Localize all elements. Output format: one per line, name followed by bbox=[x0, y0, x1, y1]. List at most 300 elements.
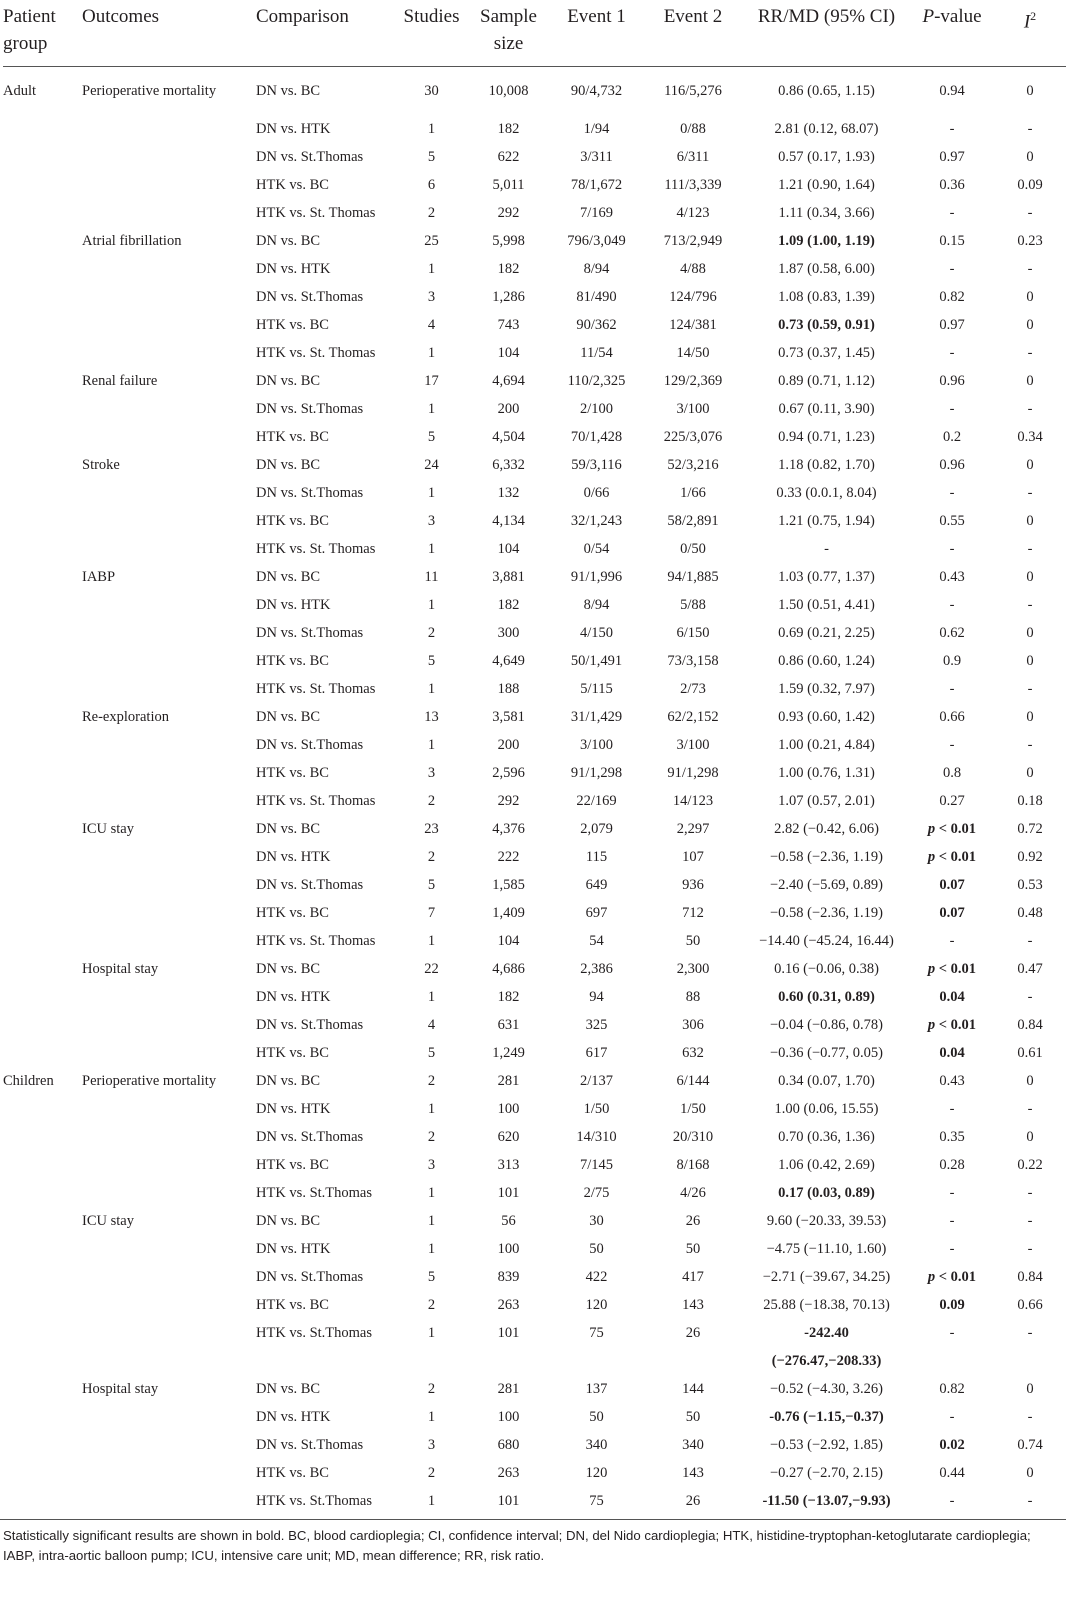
cell-i-squared: 0 bbox=[1026, 1072, 1034, 1089]
cell-event-1: 340 bbox=[585, 1436, 608, 1453]
cell-outcome bbox=[82, 1319, 256, 1347]
cell-comparison: HTK vs. St. Thomas bbox=[256, 792, 376, 809]
cell-outcome bbox=[82, 1235, 256, 1263]
cell-p-value: - bbox=[949, 1184, 955, 1201]
cell-p-value: 0.27 bbox=[939, 792, 965, 809]
cell-p-value: p < 0.01 bbox=[927, 1268, 977, 1285]
cell-patient-group bbox=[3, 1207, 82, 1235]
cell-outcome: Stroke bbox=[82, 456, 120, 473]
cell-i-squared: - bbox=[1027, 1492, 1033, 1509]
header-comparison: Comparison bbox=[256, 6, 349, 27]
cell-sample-size: 182 bbox=[497, 120, 520, 137]
cell-studies: 1 bbox=[427, 400, 436, 417]
table-row bbox=[3, 535, 1066, 563]
cell-p-value: - bbox=[949, 484, 955, 501]
cell-i-squared: 0.48 bbox=[1017, 904, 1043, 921]
cell-i-squared: 0.23 bbox=[1017, 232, 1043, 249]
cell-outcome bbox=[82, 619, 256, 647]
cell-event-1: 91/1,298 bbox=[570, 764, 623, 781]
cell-event-2: 91/1,298 bbox=[667, 764, 719, 781]
cell-patient-group bbox=[3, 759, 82, 787]
cell-studies: 3 bbox=[427, 764, 436, 781]
cell-comparison: HTK vs. BC bbox=[256, 764, 329, 781]
table-row bbox=[3, 759, 1066, 787]
cell-p-value: - bbox=[949, 344, 955, 361]
cell-outcome: IABP bbox=[82, 568, 116, 585]
cell-i-squared: - bbox=[1027, 596, 1033, 613]
cell-patient-group bbox=[3, 311, 82, 339]
cell-event-1: 3/100 bbox=[579, 736, 614, 753]
table-row bbox=[3, 787, 1066, 815]
cell-studies: 3 bbox=[427, 512, 436, 529]
cell-p-value: 0.09 bbox=[939, 1296, 965, 1313]
cell-outcome bbox=[82, 1347, 256, 1375]
cell-studies: 1 bbox=[427, 680, 436, 697]
cell-sample-size: 182 bbox=[497, 988, 520, 1005]
cell-i-squared: 0 bbox=[1026, 288, 1034, 305]
cell-patient-group bbox=[3, 255, 82, 283]
cell-event-2: 50 bbox=[685, 1408, 701, 1425]
table-row bbox=[3, 899, 1066, 927]
cell-studies: 2 bbox=[427, 1464, 436, 1481]
cell-event-2: 124/381 bbox=[669, 316, 717, 333]
cell-event-2: 4/123 bbox=[676, 204, 710, 221]
cell-i-squared: 0.22 bbox=[1017, 1156, 1043, 1173]
cell-sample-size: 101 bbox=[497, 1184, 520, 1201]
cell-event-1: 90/362 bbox=[576, 316, 617, 333]
cell-event-1: 137 bbox=[585, 1380, 608, 1397]
cell-sample-size: 182 bbox=[497, 596, 520, 613]
cell-p-value: 0.8 bbox=[942, 764, 962, 781]
cell-patient-group bbox=[3, 395, 82, 423]
cell-studies: 1 bbox=[427, 540, 436, 557]
cell-event-2: 1/50 bbox=[680, 1100, 706, 1117]
cell-p-value: - bbox=[949, 540, 955, 557]
cell-studies: 22 bbox=[424, 960, 439, 977]
table-row bbox=[3, 815, 1066, 843]
cell-event-2: 20/310 bbox=[672, 1128, 714, 1145]
table-row bbox=[3, 983, 1066, 1011]
cell-sample-size: 292 bbox=[497, 792, 520, 809]
cell-sample-size: 5,998 bbox=[492, 232, 525, 249]
cell-event-2: 26 bbox=[685, 1324, 701, 1341]
cell-sample-size: 620 bbox=[497, 1128, 520, 1145]
cell-rr-md: −0.52 (−4.30, 3.26) bbox=[769, 1380, 883, 1397]
cell-event-1: 50/1,491 bbox=[570, 652, 623, 669]
cell-event-2: 88 bbox=[685, 988, 701, 1005]
cell-outcome bbox=[82, 899, 256, 927]
cell-outcome bbox=[82, 1431, 256, 1459]
cell-studies: 1 bbox=[427, 932, 436, 949]
cell-event-1: 697 bbox=[585, 904, 608, 921]
cell-p-value: 0.96 bbox=[939, 456, 965, 473]
cell-patient-group bbox=[3, 591, 82, 619]
cell-studies: 3 bbox=[427, 1436, 436, 1453]
cell-event-1: 8/94 bbox=[583, 596, 610, 613]
cell-event-1: 325 bbox=[585, 1016, 608, 1033]
cell-p-value: p < 0.01 bbox=[927, 820, 977, 837]
cell-event-1: 115 bbox=[585, 848, 608, 865]
cell-patient-group bbox=[3, 955, 82, 983]
cell-rr-md: 1.21 (0.90, 1.64) bbox=[778, 176, 875, 193]
cell-comparison: DN vs. St.Thomas bbox=[256, 1128, 364, 1145]
cell-p-value: - bbox=[949, 680, 955, 697]
cell-rr-md: 1.11 (0.34, 3.66) bbox=[778, 204, 875, 221]
table-row bbox=[3, 143, 1066, 171]
cell-studies: 4 bbox=[427, 1016, 436, 1033]
cell-event-1: 1/94 bbox=[583, 120, 610, 137]
cell-sample-size: 839 bbox=[497, 1268, 520, 1285]
table-row bbox=[3, 1039, 1066, 1067]
cell-rr-md: -242.40 bbox=[804, 1324, 849, 1341]
table-row bbox=[3, 1431, 1066, 1459]
cell-studies: 1 bbox=[427, 1212, 436, 1229]
cell-rr-md: −0.36 (−0.77, 0.05) bbox=[769, 1044, 883, 1061]
cell-patient-group bbox=[3, 199, 82, 227]
cell-patient-group bbox=[3, 731, 82, 759]
cell-comparison: DN vs. HTK bbox=[256, 1408, 331, 1425]
cell-rr-md: −14.40 (−45.24, 16.44) bbox=[759, 932, 894, 949]
cell-i-squared: 0 bbox=[1026, 568, 1034, 585]
cell-sample-size: 100 bbox=[497, 1240, 520, 1257]
cell-event-2: 4/88 bbox=[680, 260, 706, 277]
cell-comparison: HTK vs. St.Thomas bbox=[256, 1184, 372, 1201]
cell-event-1: 1/50 bbox=[583, 1100, 610, 1117]
cell-p-value: - bbox=[949, 400, 955, 417]
cell-event-1: 3/311 bbox=[580, 148, 613, 165]
cell-event-2: 5/88 bbox=[680, 596, 706, 613]
cell-event-1: 2/100 bbox=[579, 400, 614, 417]
cell-p-value: - bbox=[949, 1324, 955, 1341]
table-row bbox=[3, 227, 1066, 255]
cell-p-value: 0.07 bbox=[939, 904, 965, 921]
cell-patient-group: Children bbox=[3, 1072, 54, 1089]
cell-event-2: 417 bbox=[682, 1268, 704, 1285]
cell-i-squared: - bbox=[1027, 400, 1033, 417]
cell-sample-size: 5,011 bbox=[492, 176, 525, 193]
cell-rr-md: 1.00 (0.06, 15.55) bbox=[774, 1100, 879, 1117]
cell-patient-group bbox=[3, 1319, 82, 1347]
cell-p-value: 0.35 bbox=[939, 1128, 965, 1145]
table-row bbox=[3, 703, 1066, 731]
cell-rr-md: 1.00 (0.76, 1.31) bbox=[778, 764, 875, 781]
cell-comparison: DN vs. St.Thomas bbox=[256, 1016, 364, 1033]
cell-patient-group bbox=[3, 871, 82, 899]
cell-event-1: 422 bbox=[585, 1268, 608, 1285]
cell-sample-size: 300 bbox=[497, 624, 520, 641]
table-row bbox=[3, 1375, 1066, 1403]
cell-sample-size: 4,504 bbox=[492, 428, 525, 445]
cell-p-value: - bbox=[949, 260, 955, 277]
table-row bbox=[3, 1403, 1066, 1431]
cell-event-1: 22/169 bbox=[576, 792, 617, 809]
cell-i-squared: 0.09 bbox=[1017, 176, 1043, 193]
header-p-value: P-value bbox=[922, 6, 982, 27]
cell-patient-group bbox=[3, 815, 82, 843]
cell-sample-size: 104 bbox=[497, 932, 520, 949]
cell-event-2: 143 bbox=[682, 1296, 704, 1313]
cell-outcome bbox=[82, 1095, 256, 1123]
cell-event-2: 936 bbox=[682, 876, 704, 893]
header-i-squared: $I^2$ bbox=[1023, 9, 1037, 33]
cell-comparison: HTK vs. BC bbox=[256, 1296, 329, 1313]
cell-rr-md: 1.09 (1.00, 1.19) bbox=[778, 232, 875, 249]
cell-patient-group bbox=[3, 1431, 82, 1459]
cell-sample-size: 200 bbox=[497, 736, 520, 753]
cell-i-squared bbox=[994, 1347, 1066, 1375]
cell-studies: 5 bbox=[427, 1268, 436, 1285]
cell-studies: 3 bbox=[427, 288, 436, 305]
table-bottom-rule bbox=[0, 1519, 1066, 1520]
cell-studies bbox=[396, 1347, 467, 1375]
table-row bbox=[3, 339, 1066, 367]
cell-i-squared: - bbox=[1027, 736, 1033, 753]
cell-p-value: - bbox=[949, 1240, 955, 1257]
cell-patient-group bbox=[3, 647, 82, 675]
cell-rr-md: 1.59 (0.32, 7.97) bbox=[778, 680, 875, 697]
cell-outcome bbox=[82, 395, 256, 423]
cell-rr-md: 1.00 (0.21, 4.84) bbox=[778, 736, 875, 753]
cell-outcome: Atrial fibrillation bbox=[82, 232, 182, 249]
cell-event-2: 1/66 bbox=[680, 484, 706, 501]
cell-event-2: 632 bbox=[682, 1044, 704, 1061]
cell-comparison: HTK vs. St. Thomas bbox=[256, 344, 376, 361]
cell-patient-group bbox=[3, 227, 82, 255]
cell-studies: 5 bbox=[427, 428, 436, 445]
cell-comparison: DN vs. HTK bbox=[256, 260, 331, 277]
cell-patient-group bbox=[3, 1487, 82, 1515]
cell-outcome bbox=[82, 1459, 256, 1487]
cell-studies: 2 bbox=[427, 204, 436, 221]
cell-event-1: 2,079 bbox=[580, 820, 613, 837]
cell-comparison: DN vs. HTK bbox=[256, 1100, 331, 1117]
cell-event-2: 62/2,152 bbox=[667, 708, 719, 725]
cell-sample-size: 200 bbox=[497, 400, 520, 417]
cell-event-2: 8/168 bbox=[676, 1156, 710, 1173]
cell-p-value: - bbox=[949, 932, 955, 949]
table-row bbox=[3, 283, 1066, 311]
cell-studies: 23 bbox=[424, 820, 439, 837]
cell-rr-md: 25.88 (−18.38, 70.13) bbox=[763, 1296, 890, 1313]
cell-sample-size: 1,286 bbox=[492, 288, 525, 305]
cell-event-2 bbox=[643, 1347, 743, 1375]
cell-studies: 6 bbox=[427, 176, 436, 193]
cell-i-squared: 0 bbox=[1026, 512, 1034, 529]
cell-comparison: DN vs. BC bbox=[256, 568, 321, 585]
cell-rr-md: −0.58 (−2.36, 1.19) bbox=[769, 904, 883, 921]
cell-i-squared: 0.84 bbox=[1017, 1268, 1043, 1285]
cell-comparison: DN vs. BC bbox=[256, 1380, 321, 1397]
table-row bbox=[3, 1179, 1066, 1207]
cell-rr-md: 0.86 (0.65, 1.15) bbox=[778, 82, 875, 99]
table-row bbox=[3, 1487, 1066, 1515]
cell-outcome: ICU stay bbox=[82, 820, 134, 837]
cell-rr-md: −2.71 (−39.67, 34.25) bbox=[762, 1268, 891, 1285]
cell-event-2: 50 bbox=[685, 1240, 701, 1257]
cell-studies: 25 bbox=[424, 232, 439, 249]
cell-studies: 13 bbox=[424, 708, 439, 725]
cell-sample-size: 100 bbox=[497, 1408, 520, 1425]
cell-rr-md: -11.50 (−13.07,−9.93) bbox=[762, 1492, 891, 1509]
cell-event-1: 2/75 bbox=[583, 1184, 610, 1201]
cell-studies: 1 bbox=[427, 344, 436, 361]
cell-event-2: 225/3,076 bbox=[663, 428, 723, 445]
cell-p-value: 0.02 bbox=[939, 1436, 965, 1453]
cell-rr-md: 1.08 (0.83, 1.39) bbox=[778, 288, 875, 305]
table-row bbox=[3, 955, 1066, 983]
cell-patient-group bbox=[3, 479, 82, 507]
cell-event-1: 5/115 bbox=[580, 680, 613, 697]
table-row bbox=[3, 1095, 1066, 1123]
cell-sample-size: 3,881 bbox=[492, 568, 525, 585]
cell-sample-size: 1,409 bbox=[492, 904, 525, 921]
cell-event-2: 3/100 bbox=[676, 400, 710, 417]
cell-patient-group bbox=[3, 675, 82, 703]
cell-studies: 1 bbox=[427, 736, 436, 753]
cell-rr-md: −2.40 (−5.69, 0.89) bbox=[769, 876, 883, 893]
cell-p-value: 0.94 bbox=[939, 82, 965, 99]
cell-rr-md: 0.94 (0.71, 1.23) bbox=[778, 428, 875, 445]
table-row bbox=[3, 731, 1066, 759]
cell-studies: 4 bbox=[427, 316, 436, 333]
cell-sample-size: 2,596 bbox=[492, 764, 525, 781]
cell-outcome bbox=[82, 311, 256, 339]
cell-comparison: HTK vs. St.Thomas bbox=[256, 1492, 372, 1509]
cell-event-1: 14/310 bbox=[576, 1128, 617, 1145]
cell-event-1: 617 bbox=[585, 1044, 608, 1061]
cell-rr-md: 0.33 (0.0.1, 8.04) bbox=[776, 484, 877, 501]
cell-comparison: DN vs. BC bbox=[256, 456, 321, 473]
cell-i-squared: 0 bbox=[1026, 1128, 1034, 1145]
cell-comparison: HTK vs. St. Thomas bbox=[256, 932, 376, 949]
cell-outcome bbox=[82, 1039, 256, 1067]
cell-i-squared: 0.61 bbox=[1017, 1044, 1043, 1061]
cell-outcome bbox=[82, 843, 256, 871]
cell-studies: 5 bbox=[427, 148, 436, 165]
cell-i-squared: - bbox=[1027, 680, 1033, 697]
cell-rr-md: 0.89 (0.71, 1.12) bbox=[778, 372, 875, 389]
cell-i-squared: - bbox=[1027, 204, 1033, 221]
cell-event-2: 3/100 bbox=[676, 736, 710, 753]
cell-event-1: 2/137 bbox=[579, 1072, 614, 1089]
cell-rr-md: 1.06 (0.42, 2.69) bbox=[778, 1156, 875, 1173]
cell-patient-group bbox=[3, 983, 82, 1011]
cell-p-value: 0.82 bbox=[939, 1380, 965, 1397]
cell-event-1: 54 bbox=[589, 932, 604, 949]
cell-i-squared: 0.84 bbox=[1017, 1016, 1043, 1033]
cell-outcome: Renal failure bbox=[82, 372, 158, 389]
cell-sample-size: 10,008 bbox=[488, 82, 529, 99]
table-row bbox=[3, 1067, 1066, 1095]
cell-studies: 1 bbox=[427, 484, 436, 501]
cell-rr-md: 2.81 (0.12, 68.07) bbox=[774, 120, 879, 137]
cell-sample-size: 101 bbox=[497, 1492, 520, 1509]
cell-comparison: HTK vs. BC bbox=[256, 176, 329, 193]
cell-comparison: DN vs. St.Thomas bbox=[256, 288, 364, 305]
cell-outcome: Perioperative mortality bbox=[82, 1072, 217, 1089]
cell-p-value: - bbox=[949, 1212, 955, 1229]
cell-sample-size: 4,376 bbox=[492, 820, 525, 837]
cell-comparison: DN vs. BC bbox=[256, 708, 321, 725]
cell-p-value: 0.43 bbox=[939, 1072, 965, 1089]
cell-comparison: HTK vs. St. Thomas bbox=[256, 204, 376, 221]
cell-i-squared: 0.72 bbox=[1017, 820, 1043, 837]
cell-event-2: 50 bbox=[685, 932, 701, 949]
cell-p-value: 0.9 bbox=[942, 652, 962, 669]
cell-event-1: 50 bbox=[589, 1240, 604, 1257]
cell-i-squared: 0 bbox=[1026, 764, 1034, 781]
cell-event-2: 73/3,158 bbox=[667, 652, 719, 669]
cell-event-1: 78/1,672 bbox=[570, 176, 623, 193]
cell-outcome bbox=[82, 1179, 256, 1207]
cell-event-1: 110/2,325 bbox=[567, 372, 626, 389]
table-row bbox=[3, 395, 1066, 423]
table-row bbox=[3, 1347, 1066, 1375]
cell-rr-md: 1.87 (0.58, 6.00) bbox=[778, 260, 875, 277]
cell-event-1: 7/145 bbox=[579, 1156, 614, 1173]
cell-event-2: 2/73 bbox=[680, 680, 706, 697]
cell-comparison: DN vs. St.Thomas bbox=[256, 400, 364, 417]
cell-patient-group bbox=[3, 563, 82, 591]
table-row bbox=[3, 451, 1066, 479]
cell-event-2: 0/88 bbox=[680, 120, 706, 137]
cell-event-2: 712 bbox=[682, 904, 704, 921]
cell-event-2: 14/50 bbox=[676, 344, 710, 361]
table-row bbox=[3, 1291, 1066, 1319]
cell-p-value: 0.43 bbox=[939, 568, 965, 585]
cell-studies: 1 bbox=[427, 988, 436, 1005]
cell-p-value: 0.97 bbox=[939, 148, 965, 165]
cell-patient-group bbox=[3, 1459, 82, 1487]
cell-studies: 2 bbox=[427, 624, 436, 641]
cell-comparison: DN vs. HTK bbox=[256, 848, 331, 865]
cell-outcome: ICU stay bbox=[82, 1212, 134, 1229]
cell-outcome bbox=[82, 143, 256, 171]
table-row bbox=[3, 1263, 1066, 1291]
cell-patient-group bbox=[3, 1403, 82, 1431]
cell-rr-md: −0.27 (−2.70, 2.15) bbox=[769, 1464, 883, 1481]
cell-rr-md: 0.60 (0.31, 0.89) bbox=[778, 988, 875, 1005]
cell-studies: 2 bbox=[427, 1128, 436, 1145]
cell-p-value: 0.36 bbox=[939, 176, 965, 193]
table-row bbox=[3, 1207, 1066, 1235]
cell-outcome bbox=[82, 927, 256, 955]
cell-i-squared: 0 bbox=[1026, 1464, 1034, 1481]
cell-event-1: 0/54 bbox=[583, 540, 610, 557]
cell-comparison: DN vs. HTK bbox=[256, 1240, 331, 1257]
cell-sample-size: 104 bbox=[497, 540, 520, 557]
cell-patient-group bbox=[3, 787, 82, 815]
cell-patient-group bbox=[3, 1263, 82, 1291]
cell-outcome bbox=[82, 787, 256, 815]
table-row bbox=[3, 1459, 1066, 1487]
cell-rr-md: 0.70 (0.36, 1.36) bbox=[778, 1128, 875, 1145]
cell-event-2: 2,297 bbox=[676, 820, 710, 837]
cell-comparison: DN vs. HTK bbox=[256, 596, 331, 613]
cell-comparison: DN vs. BC bbox=[256, 1072, 321, 1089]
cell-outcome: Re-exploration bbox=[82, 708, 169, 725]
cell-i-squared: - bbox=[1027, 120, 1033, 137]
cell-studies: 30 bbox=[424, 82, 439, 99]
cell-i-squared: 0 bbox=[1026, 372, 1034, 389]
table-row bbox=[3, 675, 1066, 703]
cell-p-value: 0.62 bbox=[939, 624, 965, 641]
cell-event-1: 796/3,049 bbox=[567, 232, 626, 249]
cell-sample-size: 4,694 bbox=[492, 372, 525, 389]
cell-rr-md: 1.03 (0.77, 1.37) bbox=[778, 568, 875, 585]
cell-outcome bbox=[82, 1151, 256, 1179]
cell-i-squared: 0 bbox=[1026, 652, 1034, 669]
